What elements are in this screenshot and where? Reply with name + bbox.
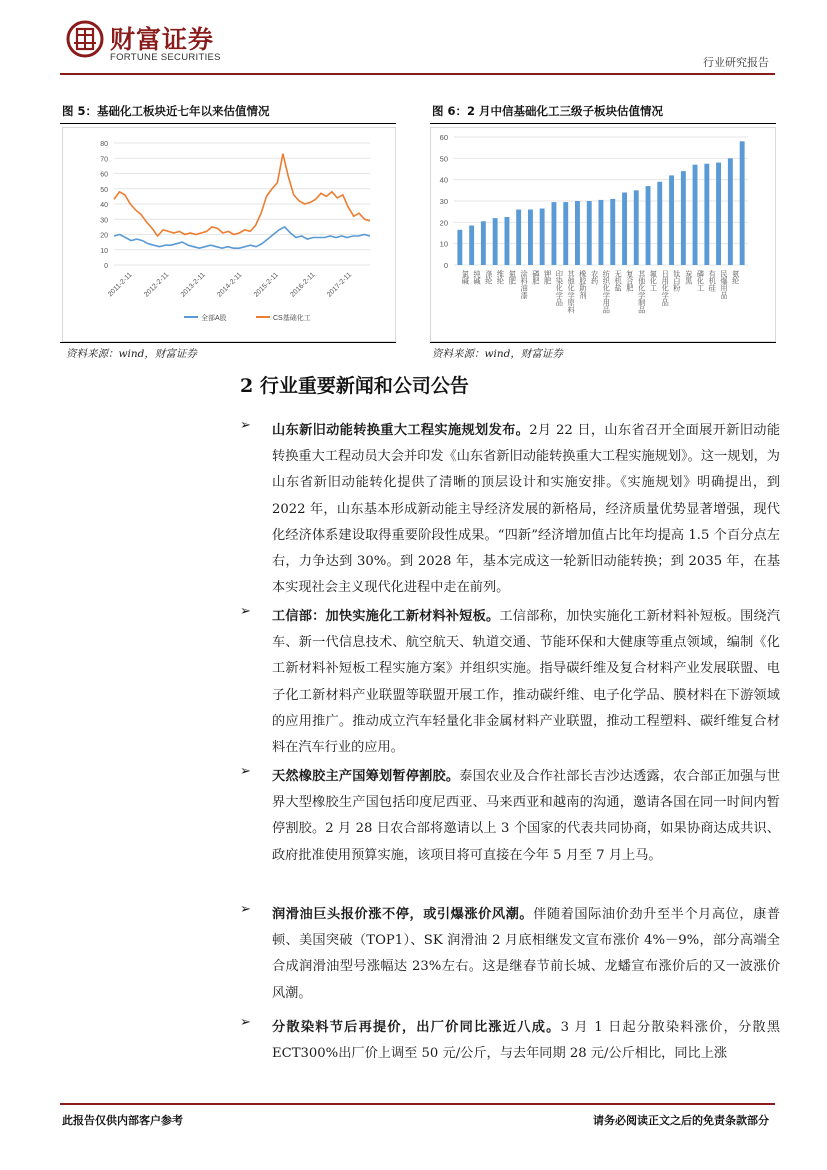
figure6-bar — [457, 230, 462, 265]
company-name: 财富证券 — [110, 25, 215, 54]
figure6-bar — [505, 217, 510, 265]
figure5-x-tick: 2011-2-11 — [106, 271, 134, 299]
figure5-rule — [60, 123, 396, 124]
figure6-bar — [516, 210, 521, 266]
arrow-bullet-icon: ➢ — [240, 604, 251, 619]
figure6-bar — [622, 193, 627, 266]
figure6-y-tick: 10 — [439, 239, 448, 249]
figure5-y-tick: 30 — [100, 217, 108, 225]
figure6-x-label: 有机硅 — [708, 270, 718, 292]
figure6-title: 图 6：2 月中信基础化工三级子板块估值情况 — [432, 104, 664, 118]
figure6-y-tick: 20 — [439, 218, 448, 228]
figure5-y-tick: 80 — [100, 141, 108, 148]
figure6-x-label: 橡胶助剂 — [578, 270, 588, 299]
news-item — [240, 902, 780, 1007]
figure5-y-tick: 0 — [104, 263, 108, 270]
news-headline: 山东新旧动能转换重大工程实施规划发布。 — [272, 423, 530, 438]
figure6-x-label: 钾肥 — [543, 270, 553, 285]
figure6-y-tick: 0 — [443, 261, 448, 270]
figure6-bar — [646, 186, 651, 265]
figure6-x-label: 印染化学品 — [555, 270, 565, 306]
figure6-x-label: 纺织化学用品 — [602, 270, 612, 314]
figure5-y-tick: 10 — [100, 247, 108, 255]
figure6-x-label: 其他化学原料 — [567, 270, 577, 314]
figure6-x-label: 涤纶 — [484, 270, 494, 285]
figure6-y-tick: 40 — [439, 175, 448, 185]
company-name-en: FORTUNE SECURITIES — [110, 52, 221, 63]
news-item — [240, 764, 780, 869]
figure5-x-tick: 2014-2-11 — [216, 271, 244, 299]
figure6-bar — [728, 158, 733, 265]
arrow-bullet-icon: ➢ — [240, 902, 251, 917]
figure6-bar — [469, 226, 474, 266]
figure6-x-label: 钛白粉 — [672, 270, 682, 292]
figure5-y-tick: 60 — [100, 171, 108, 179]
figure5-source: 资料来源：wind，财富证券 — [66, 348, 197, 360]
figure6-bar — [693, 165, 698, 265]
section-title: 2 行业重要新闻和公司公告 — [240, 375, 469, 397]
fortune-seal-icon — [66, 20, 104, 58]
news-item — [240, 1015, 780, 1067]
figure6-bar — [493, 218, 498, 265]
figure6-x-label: 日用化学品 — [661, 270, 671, 306]
figure6-bar — [634, 190, 639, 265]
header-rule — [60, 73, 775, 75]
figure5-y-tick: 50 — [100, 186, 108, 194]
figure6-x-label: 磷化工 — [696, 270, 706, 292]
news-body: 伴随着国际油价劲升至半个月高位，康普顿、美国突破（TOP1）、SK 润滑油 2 月底相继发文宣布涨价 4%－9%，部分高端全合成润滑油型号涨幅达 23%左右。这是继春节前长城、龙蟠宣布涨价后的又一波涨价风潮。 — [272, 907, 781, 1001]
news-item — [240, 418, 780, 601]
arrow-bullet-icon: ➢ — [240, 418, 251, 433]
figure6-x-label: 磷肥 — [531, 270, 541, 285]
news-body: 3 月 1 日起分散染料涨价，分散黑 ECT300%出厂价上调至 50 元/公斤，与去年同期 28 元/公斤相比，同比上涨 — [272, 1020, 781, 1062]
footer-rule — [60, 1103, 775, 1105]
news-item — [240, 604, 780, 761]
figure5-chart — [62, 127, 396, 342]
news-body: 2月 22 日，山东省召开全面展开新旧动能转换重大工程动员大会并印发《山东省新旧动能转换重大工程实施规划》。这一规划，为山东省新旧动能转化提供了清晰的顶层设计和实施安排。《实施规划》明确提出，到 2022 年，山东基本形成新动能主导经济发展的新格局，经济质量优势显著增强，现代化经济体系建设取得重要阶段性成果。“四新”经济增加值占比年均提高 1.5 个百分点左右，力争达到 30%。到 2028 年，基本完成这一轮新旧动能转换；到 2035 年，在基本实现社会主义现代化进程中走在前列。 — [272, 423, 781, 596]
company-logo — [66, 20, 104, 58]
figure6-x-label: 维纶 — [496, 270, 506, 285]
figure6-y-tick: 50 — [439, 154, 448, 164]
figure6-x-label: 氯碱 — [461, 270, 471, 285]
figure5-y-tick: 20 — [100, 232, 108, 240]
figure6-x-label: 氮肥 — [508, 270, 518, 285]
figure6-bar — [587, 201, 592, 265]
news-headline: 天然橡胶主产国筹划暂停割胶。 — [272, 769, 460, 784]
footer-left: 此报告仅供内部客户参考 — [62, 1114, 183, 1127]
figure6-x-label: 氨纶 — [731, 270, 741, 285]
figure5-y-tick: 40 — [100, 202, 108, 209]
figure5-y-tick: 70 — [100, 156, 108, 164]
figure6-bar — [599, 200, 604, 265]
footer-right: 请务必阅读正文之后的免责条款部分 — [593, 1114, 769, 1127]
figure6-x-label: 复合肥 — [625, 270, 635, 292]
figure5-x-tick: 2016-2-11 — [289, 271, 317, 299]
figure6-bar — [610, 199, 615, 265]
figure6-bar — [575, 201, 580, 265]
figure5-legend-label: 全部A股 — [201, 315, 227, 322]
news-headline: 工信部：加快实施化工新材料补短板。 — [272, 609, 500, 624]
figure6-bar — [528, 210, 533, 266]
figure6-bar — [657, 182, 662, 265]
figure6-rule — [430, 123, 776, 124]
arrow-bullet-icon: ➢ — [240, 764, 251, 779]
figure6-x-label: 氟化工 — [649, 270, 659, 292]
figure5-title: 图 5：基础化工板块近七年以来估值情况 — [62, 104, 270, 118]
figure6-bar — [669, 175, 674, 265]
figure6-bar — [681, 171, 686, 265]
arrow-bullet-icon: ➢ — [240, 1015, 251, 1030]
figure6-x-label: 纯碱 — [473, 270, 482, 285]
figure5-x-tick: 2017-2-11 — [325, 271, 354, 299]
figure6-x-label: 炭黑 — [684, 270, 694, 285]
figure6-x-label: 无机盐 — [614, 270, 624, 292]
figure6-bottom-rule — [430, 342, 776, 343]
report-type: 行业研究报告 — [703, 56, 769, 69]
figure6-bar — [740, 141, 745, 265]
figure6-chart — [430, 127, 776, 342]
figure6-bar — [481, 221, 486, 265]
news-headline: 分散染料节后再提价，出厂价同比涨近八成。 — [272, 1020, 561, 1035]
figure6-bar — [704, 164, 709, 265]
news-body: 泰国农业及合作社部长吉沙达透露，农合部正加强与世界大型橡胶生产国包括印度尼西亚、马来西亚和越南的沟通，邀请各国在同一时间内暂停割胶。2 月 28 日农合部将邀请以上 3 个国家的代表共同协商，如果协商达成共识、政府批准使用预算实施，该项目将可直接在今年 5 月至 7 月上马。 — [272, 769, 781, 863]
figure5-legend-label: CS基础化工 — [273, 315, 311, 322]
figure6-bar — [540, 209, 545, 266]
figure5-bottom-rule — [60, 342, 396, 343]
figure6-x-label: 涂料油漆 — [520, 270, 530, 299]
figure6-y-tick: 60 — [439, 133, 448, 142]
figure6-bar — [563, 202, 568, 265]
news-body: 工信部称，加快实施化工新材料补短板。围绕汽车、新一代信息技术、航空航天、轨道交通、节能环保和大健康等重点领域，编制《化工新材料补短板工程实施方案》并组织实施。指导碳纤维及复合材料产业发展联盟、电子化工新材料产业联盟等联盟开展工作，推动碳纤维、电子化学品、膜材料在下游领域的应用推广。推动成立汽车轻量化非金属材料产业联盟，推动工程塑料、碳纤维复合材料在汽车行业的应用。 — [272, 609, 781, 756]
figure6-x-label: 农药 — [590, 270, 600, 285]
figure5-x-tick: 2013-2-11 — [179, 271, 207, 299]
figure6-x-label: 民爆用品 — [720, 270, 729, 299]
figure6-bar — [716, 163, 721, 265]
figure6-bar — [552, 202, 557, 265]
figure6-source: 资料来源：wind，财富证券 — [432, 348, 563, 360]
figure6-y-tick: 30 — [439, 197, 448, 206]
figure6-x-label: 其他化学制品 — [637, 270, 647, 314]
news-headline: 润滑油巨头报价涨不停，或引爆涨价风潮。 — [272, 907, 534, 922]
figure5-x-tick: 2012-2-11 — [143, 271, 171, 299]
figure5-x-tick: 2015-2-11 — [252, 271, 280, 299]
